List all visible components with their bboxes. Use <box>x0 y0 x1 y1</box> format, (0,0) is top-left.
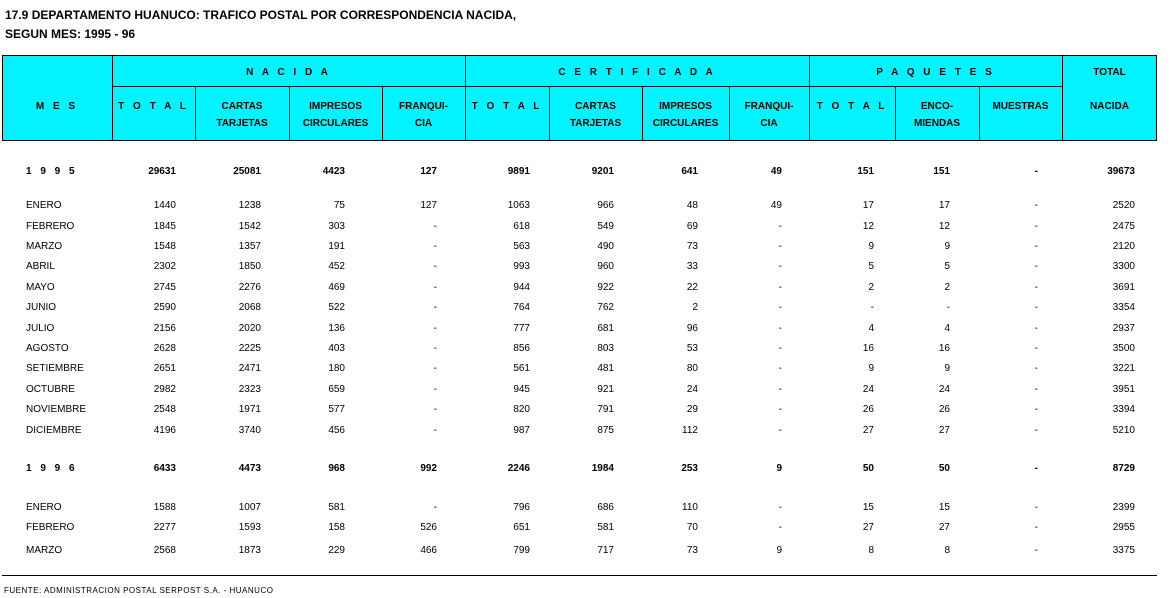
table-cell: 27 <box>862 425 874 436</box>
table-cell: 992 <box>420 463 437 474</box>
table-cell: - <box>433 221 437 232</box>
table-cell: - <box>778 343 782 354</box>
table-cell: 1984 <box>591 463 614 474</box>
table-cell: 50 <box>938 463 950 474</box>
table-cell: - <box>1034 166 1038 177</box>
table-cell: 1873 <box>238 545 261 556</box>
table-cell: 3394 <box>1112 404 1135 415</box>
table-cell: - <box>433 241 437 252</box>
header-paquetes: P A Q U E T E S <box>876 67 995 78</box>
table-cell: - <box>1034 221 1038 232</box>
month-label: FEBRERO <box>26 221 75 232</box>
table-cell: 8 <box>868 545 874 556</box>
table-cell: 110 <box>682 502 698 513</box>
table-row <box>0 424 1172 438</box>
table-cell: 764 <box>513 302 530 313</box>
table-cell: 3375 <box>1112 545 1135 556</box>
table-cell: 2590 <box>153 302 176 313</box>
table-cell: - <box>778 384 782 395</box>
table-cell: 686 <box>597 502 614 513</box>
month-label: DICIEMBRE <box>26 425 82 436</box>
table-cell: 29 <box>686 404 698 415</box>
table-cell: 9 <box>868 241 874 252</box>
table-row <box>0 362 1172 376</box>
table-cell: 577 <box>328 404 345 415</box>
table-cell: 151 <box>933 166 950 177</box>
table-cell: 49 <box>770 200 782 211</box>
table-cell: 2302 <box>153 261 176 272</box>
table-cell: 3740 <box>238 425 261 436</box>
header-paq-enco-2: MIENDAS <box>913 118 961 129</box>
table-cell: 466 <box>420 545 437 556</box>
table-cell: - <box>1034 343 1038 354</box>
table-cell: 2156 <box>153 323 176 334</box>
header-bottom-border <box>2 140 1157 141</box>
table-cell: - <box>1034 545 1038 556</box>
table-cell: 4473 <box>238 463 261 474</box>
table-cell: 26 <box>938 404 950 415</box>
table-cell: 9 <box>944 363 950 374</box>
table-cell: 796 <box>513 502 530 513</box>
table-cell: - <box>778 363 782 374</box>
table-header <box>2 55 1157 141</box>
table-cell: - <box>433 282 437 293</box>
table-cell: 1542 <box>238 221 261 232</box>
table-cell: 791 <box>597 404 614 415</box>
table-cell: - <box>778 261 782 272</box>
table-cell: 3221 <box>1112 363 1135 374</box>
table-cell: 945 <box>513 384 530 395</box>
table-cell: 2277 <box>153 522 176 533</box>
header-top-border <box>2 55 1157 56</box>
table-cell: 3951 <box>1112 384 1135 395</box>
table-cell: 469 <box>328 282 345 293</box>
table-cell: 3354 <box>1112 302 1135 313</box>
table-cell: 50 <box>862 463 874 474</box>
table-cell: 2 <box>944 282 950 293</box>
month-label: SETIEMBRE <box>26 363 84 374</box>
table-row <box>0 342 1172 356</box>
header-cert-cartas-1: CARTAS <box>575 101 616 112</box>
header-nacida-impresos-1: IMPRESOS <box>309 101 362 112</box>
group-separator <box>112 86 1062 87</box>
table-cell: 3500 <box>1112 343 1135 354</box>
month-label: NOVIEMBRE <box>26 404 87 415</box>
table-cell: 820 <box>513 404 530 415</box>
table-cell: 73 <box>686 241 698 252</box>
table-row <box>0 383 1172 397</box>
table-cell: 1238 <box>238 200 261 211</box>
table-cell: 799 <box>513 545 530 556</box>
table-cell: 1357 <box>238 241 261 252</box>
table-cell: 12 <box>938 221 950 232</box>
table-cell: 960 <box>597 261 614 272</box>
table-cell: 25081 <box>233 166 261 177</box>
table-row <box>0 220 1172 234</box>
table-cell: 2471 <box>238 363 261 374</box>
table-cell: 24 <box>862 384 874 395</box>
header-cert-impresos-1: IMPRESOS <box>659 101 712 112</box>
table-row <box>0 260 1172 274</box>
year-row <box>0 165 1172 179</box>
table-cell: - <box>433 363 437 374</box>
table-cell: - <box>433 323 437 334</box>
table-cell: 15 <box>862 502 874 513</box>
header-cert-total: T O T A L <box>471 101 543 112</box>
table-cell: 1063 <box>507 200 530 211</box>
table-cell: 2937 <box>1112 323 1135 334</box>
table-cell: 2745 <box>153 282 176 293</box>
table-cell: 70 <box>686 522 698 533</box>
year-row <box>0 462 1172 476</box>
table-cell: 191 <box>328 241 345 252</box>
table-cell: 49 <box>770 166 782 177</box>
table-cell: - <box>1034 200 1038 211</box>
table-cell: 2520 <box>1112 200 1135 211</box>
table-cell: 180 <box>328 363 345 374</box>
month-label: FEBRERO <box>26 522 75 533</box>
page-subtitle: SEGUN MES: 1995 - 96 <box>5 27 136 41</box>
table-cell: 27 <box>862 522 874 533</box>
table-cell: 303 <box>328 221 345 232</box>
table-cell: 2475 <box>1112 221 1135 232</box>
table-cell: - <box>1034 282 1038 293</box>
table-cell: 966 <box>597 200 614 211</box>
table-cell: - <box>433 302 437 313</box>
table-cell: - <box>1034 323 1038 334</box>
table-cell: 993 <box>513 261 530 272</box>
table-cell: 12 <box>862 221 874 232</box>
table-cell: 2 <box>868 282 874 293</box>
header-total-nacida-top: TOTAL <box>1093 67 1126 78</box>
table-cell: - <box>1034 261 1038 272</box>
table-cell: 2548 <box>153 404 176 415</box>
footer-divider <box>2 575 1157 576</box>
table-cell: 581 <box>597 522 614 533</box>
table-cell: - <box>1034 384 1038 395</box>
table-cell: 641 <box>681 166 698 177</box>
table-cell: 1971 <box>238 404 261 415</box>
table-cell: 29631 <box>148 166 176 177</box>
table-cell: 75 <box>333 200 345 211</box>
table-cell: 1440 <box>153 200 176 211</box>
month-label: ENERO <box>26 200 62 211</box>
table-cell: 2276 <box>238 282 261 293</box>
table-cell: 1850 <box>238 261 261 272</box>
table-cell: 1588 <box>153 502 176 513</box>
month-label: ENERO <box>26 502 62 513</box>
month-label: ABRIL <box>26 261 55 272</box>
table-cell: 9 <box>868 363 874 374</box>
table-cell: 651 <box>513 522 530 533</box>
table-cell: 4 <box>868 323 874 334</box>
table-cell: 452 <box>328 261 345 272</box>
table-cell: 968 <box>328 463 345 474</box>
table-cell: 717 <box>597 545 614 556</box>
page-title: 17.9 DEPARTAMENTO HUANUCO: TRAFICO POSTAL POR CORRESPONDENCIA NACIDA, <box>5 8 517 22</box>
table-cell: 33 <box>686 261 698 272</box>
table-cell: - <box>433 404 437 415</box>
header-nacida-impresos-2: CIRCULARES <box>302 118 369 129</box>
table-cell: 5210 <box>1112 425 1135 436</box>
table-cell: - <box>1034 363 1038 374</box>
table-cell: - <box>778 425 782 436</box>
table-cell: - <box>870 302 874 313</box>
table-cell: 2399 <box>1112 502 1135 513</box>
table-cell: 5 <box>868 261 874 272</box>
header-nacida: N A C I D A <box>246 67 331 78</box>
month-label: MARZO <box>26 545 63 556</box>
table-cell: 26 <box>862 404 874 415</box>
header-cert-impresos-2: CIRCULARES <box>652 118 719 129</box>
month-label: 1 9 9 6 <box>26 463 78 474</box>
table-cell: 16 <box>938 343 950 354</box>
table-cell: 15 <box>938 502 950 513</box>
table-row <box>0 240 1172 254</box>
table-cell: 24 <box>686 384 698 395</box>
table-cell: 944 <box>513 282 530 293</box>
table-cell: - <box>778 502 782 513</box>
table-cell: 875 <box>597 425 614 436</box>
table-row <box>0 281 1172 295</box>
table-cell: - <box>433 425 437 436</box>
table-cell: 659 <box>328 384 345 395</box>
table-cell: 4423 <box>322 166 345 177</box>
table-cell: 3300 <box>1112 261 1135 272</box>
table-cell: - <box>1034 522 1038 533</box>
table-cell: - <box>1034 463 1038 474</box>
table-cell: 681 <box>597 323 614 334</box>
table-cell: - <box>778 241 782 252</box>
table-cell: 922 <box>597 282 614 293</box>
month-label: MAYO <box>26 282 55 293</box>
header-nacida-cartas-1: CARTAS <box>221 101 263 112</box>
month-label: AGOSTO <box>26 343 69 354</box>
table-cell: 24 <box>938 384 950 395</box>
table-cell: 1548 <box>153 241 176 252</box>
table-cell: 2568 <box>153 545 176 556</box>
header-total-nacida-bottom: NACIDA <box>1090 101 1129 112</box>
table-cell: 2 <box>692 302 698 313</box>
table-cell: - <box>778 302 782 313</box>
header-cert-franq-2: CIA <box>760 118 778 129</box>
table-cell: 151 <box>857 166 874 177</box>
table-cell: 48 <box>686 200 698 211</box>
header-cert-franq-1: FRANQUI- <box>744 101 794 112</box>
table-cell: - <box>1034 241 1038 252</box>
table-cell: 8729 <box>1112 463 1135 474</box>
table-cell: 563 <box>513 241 530 252</box>
header-paq-muestras: MUESTRAS <box>992 101 1049 112</box>
table-cell: 1007 <box>238 502 261 513</box>
header-paq-total: T O T A L <box>816 101 888 112</box>
table-cell: 3691 <box>1112 282 1135 293</box>
table-cell: 522 <box>328 302 345 313</box>
table-row <box>0 544 1172 558</box>
table-cell: 9201 <box>591 166 614 177</box>
table-cell: 253 <box>681 463 698 474</box>
table-cell: 526 <box>420 522 437 533</box>
table-row <box>0 301 1172 315</box>
table-cell: 2651 <box>153 363 176 374</box>
table-cell: 2982 <box>153 384 176 395</box>
table-cell: 229 <box>328 545 345 556</box>
table-cell: 96 <box>686 323 698 334</box>
table-cell: 2628 <box>153 343 176 354</box>
month-label: OCTUBRE <box>26 384 75 395</box>
table-cell: 127 <box>420 200 437 211</box>
table-cell: 39673 <box>1107 166 1135 177</box>
header-nacida-franq-2: CIA <box>414 118 433 129</box>
table-cell: 2120 <box>1112 241 1135 252</box>
month-label: 1 9 9 5 <box>26 166 78 177</box>
table-cell: 73 <box>686 545 698 556</box>
table-cell: 9 <box>776 463 782 474</box>
header-paq-enco-1: ENCO- <box>920 101 954 112</box>
table-cell: 27 <box>938 522 950 533</box>
table-cell: - <box>778 282 782 293</box>
header-nacida-total: T O T A L <box>118 101 189 112</box>
table-cell: - <box>433 502 437 513</box>
table-cell: 549 <box>597 221 614 232</box>
table-cell: 9 <box>776 545 782 556</box>
table-cell: 618 <box>513 221 530 232</box>
table-cell: - <box>778 522 782 533</box>
table-cell: 921 <box>597 384 614 395</box>
header-certificada: C E R T I F I C A D A <box>558 67 716 78</box>
month-label: JUNIO <box>26 302 56 313</box>
table-cell: - <box>778 221 782 232</box>
month-label: MARZO <box>26 241 63 252</box>
table-cell: 2225 <box>238 343 261 354</box>
table-cell: - <box>433 384 437 395</box>
table-cell: 481 <box>597 363 614 374</box>
table-cell: 80 <box>686 363 698 374</box>
source-note: FUENTE: ADMINISTRACION POSTAL SERPOST S.A. - HUANUCO <box>4 586 274 595</box>
table-cell: 803 <box>597 343 614 354</box>
header-nacida-cartas-2: TARJETAS <box>216 118 268 129</box>
table-cell: 69 <box>686 221 698 232</box>
table-cell: 1845 <box>153 221 176 232</box>
table-cell: - <box>1034 404 1038 415</box>
header-mes: M E S <box>35 101 79 112</box>
table-cell: 2020 <box>238 323 261 334</box>
table-cell: 856 <box>513 343 530 354</box>
table-cell: 490 <box>597 241 614 252</box>
table-cell: - <box>1034 502 1038 513</box>
table-cell: 22 <box>686 282 698 293</box>
table-cell: 53 <box>686 343 698 354</box>
table-cell: 1593 <box>238 522 261 533</box>
table-row <box>0 403 1172 417</box>
table-cell: 2068 <box>238 302 261 313</box>
table-cell: 762 <box>597 302 614 313</box>
table-cell: - <box>1034 425 1038 436</box>
table-cell: 2323 <box>238 384 261 395</box>
table-row <box>0 199 1172 213</box>
month-label: JULIO <box>26 323 55 334</box>
table-cell: 127 <box>420 166 437 177</box>
table-row <box>0 521 1172 535</box>
header-nacida-franq-1: FRANQUI- <box>399 101 448 112</box>
table-cell: - <box>778 404 782 415</box>
header-cert-cartas-2: TARJETAS <box>569 118 622 129</box>
table-cell: 16 <box>862 343 874 354</box>
table-cell: 561 <box>513 363 530 374</box>
table-cell: 9891 <box>507 166 530 177</box>
table-row <box>0 322 1172 336</box>
table-cell: - <box>433 343 437 354</box>
table-cell: 4196 <box>153 425 176 436</box>
table-cell: 581 <box>328 502 345 513</box>
table-cell: - <box>946 302 950 313</box>
table-cell: 456 <box>328 425 345 436</box>
table-cell: 9 <box>944 241 950 252</box>
table-cell: 777 <box>513 323 530 334</box>
table-cell: 403 <box>328 343 345 354</box>
table-cell: 112 <box>682 425 698 436</box>
table-row <box>0 501 1172 515</box>
table-cell: 17 <box>862 200 874 211</box>
table-cell: 27 <box>938 425 950 436</box>
table-cell: 6433 <box>153 463 176 474</box>
table-cell: 8 <box>944 545 950 556</box>
table-cell: - <box>778 323 782 334</box>
table-cell: 136 <box>328 323 345 334</box>
table-cell: - <box>433 261 437 272</box>
table-cell: - <box>1034 302 1038 313</box>
table-cell: 158 <box>328 522 345 533</box>
table-cell: 2246 <box>507 463 530 474</box>
table-cell: 4 <box>944 323 950 334</box>
table-cell: 5 <box>944 261 950 272</box>
table-cell: 17 <box>938 200 950 211</box>
table-cell: 2955 <box>1112 522 1135 533</box>
table-cell: 987 <box>513 425 530 436</box>
